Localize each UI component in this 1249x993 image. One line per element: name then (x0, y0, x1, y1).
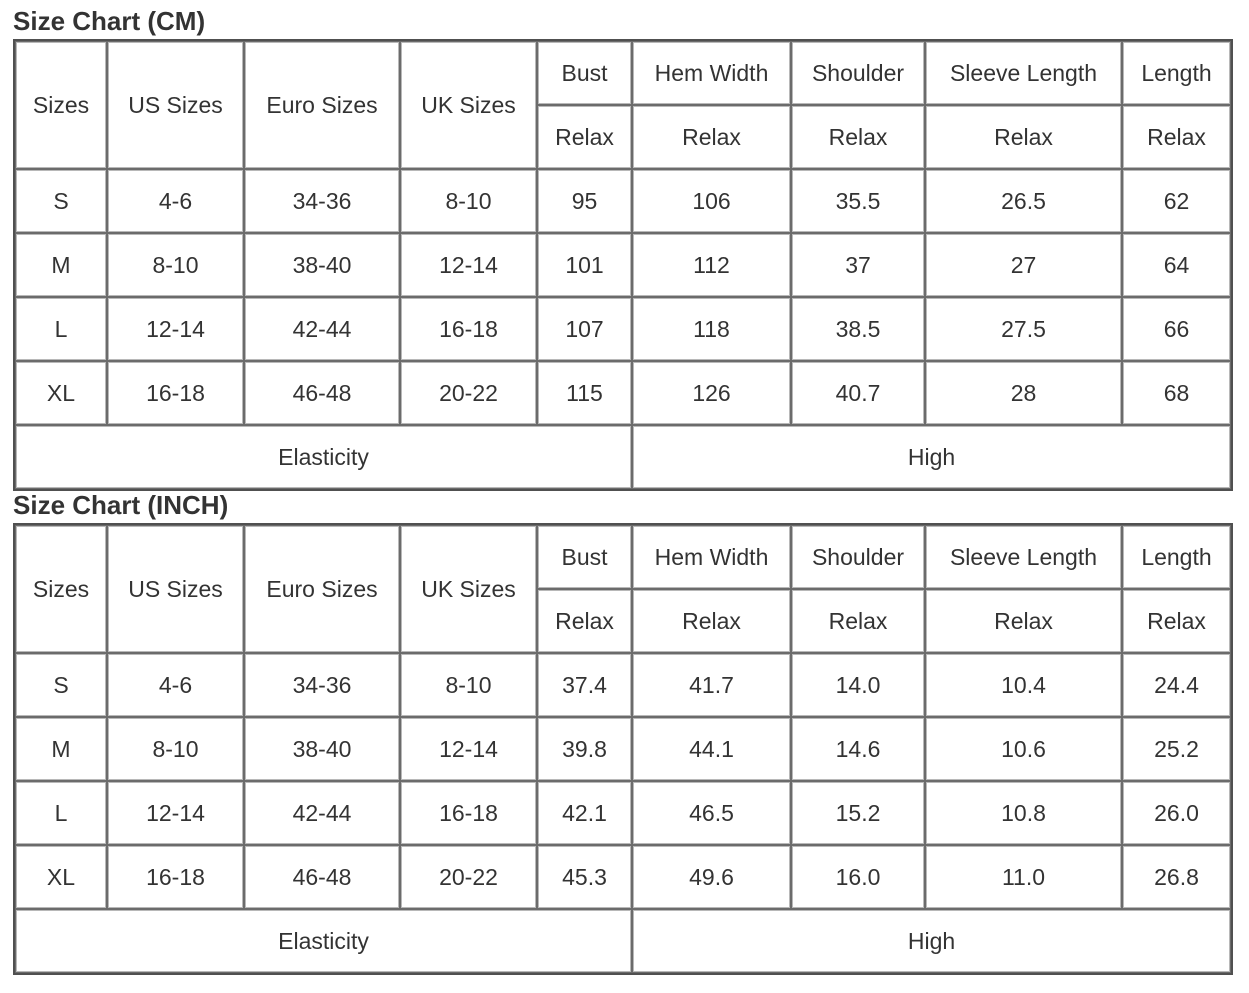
cell-sizes: L (15, 781, 107, 845)
header-us-sizes: US Sizes (107, 41, 244, 169)
table-row (15, 233, 1231, 297)
cell-sleeve-length: 10.4 (925, 653, 1122, 717)
cell-sleeve-length: 28 (925, 361, 1122, 425)
table-row (15, 169, 1231, 233)
cell-bust: 39.8 (537, 717, 632, 781)
cell-shoulder: 38.5 (791, 297, 925, 361)
cell-length: 26.8 (1122, 845, 1231, 909)
cell-uk-sizes: 20-22 (400, 361, 537, 425)
cell-us-sizes: 12-14 (107, 297, 244, 361)
cell-bust: 95 (537, 169, 632, 233)
cell-uk-sizes: 12-14 (400, 233, 537, 297)
header-us-sizes: US Sizes (107, 525, 244, 653)
cell-bust: 115 (537, 361, 632, 425)
table-row (15, 297, 1231, 361)
header-bust: Bust (537, 525, 632, 589)
cell-us-sizes: 16-18 (107, 361, 244, 425)
cell-euro-sizes: 34-36 (244, 169, 400, 233)
table-row (15, 845, 1231, 909)
cell-bust: 101 (537, 233, 632, 297)
elasticity-value: High (632, 425, 1231, 489)
header-sleeve-length: Sleeve Length (925, 41, 1122, 105)
cell-sleeve-length: 11.0 (925, 845, 1122, 909)
cell-length: 24.4 (1122, 653, 1231, 717)
cell-length: 64 (1122, 233, 1231, 297)
size-chart-cm-title: Size Chart (CM) (13, 6, 206, 36)
size-chart-inch-table (13, 523, 1233, 975)
cell-sizes: M (15, 233, 107, 297)
fit-label: Relax (925, 589, 1122, 653)
elasticity-row (15, 909, 1231, 973)
cell-us-sizes: 12-14 (107, 781, 244, 845)
cell-bust: 37.4 (537, 653, 632, 717)
cell-sleeve-length: 26.5 (925, 169, 1122, 233)
fit-label: Relax (1122, 105, 1231, 169)
cell-bust: 107 (537, 297, 632, 361)
fit-label: Relax (1122, 589, 1231, 653)
cell-euro-sizes: 38-40 (244, 233, 400, 297)
cell-sizes: L (15, 297, 107, 361)
elasticity-row (15, 425, 1231, 489)
cell-us-sizes: 8-10 (107, 717, 244, 781)
cell-bust: 45.3 (537, 845, 632, 909)
header-shoulder: Shoulder (791, 41, 925, 105)
cell-euro-sizes: 34-36 (244, 653, 400, 717)
fit-label: Relax (925, 105, 1122, 169)
header-shoulder: Shoulder (791, 525, 925, 589)
size-chart-cm-table (13, 39, 1233, 491)
cell-sizes: S (15, 169, 107, 233)
cell-hem-width: 41.7 (632, 653, 791, 717)
cell-bust: 42.1 (537, 781, 632, 845)
table-row (15, 653, 1231, 717)
cell-uk-sizes: 8-10 (400, 653, 537, 717)
cell-us-sizes: 4-6 (107, 169, 244, 233)
cell-shoulder: 16.0 (791, 845, 925, 909)
header-bust: Bust (537, 41, 632, 105)
cell-hem-width: 49.6 (632, 845, 791, 909)
header-sizes: Sizes (15, 41, 107, 169)
cell-shoulder: 14.6 (791, 717, 925, 781)
cell-hem-width: 112 (632, 233, 791, 297)
cell-length: 66 (1122, 297, 1231, 361)
cell-uk-sizes: 8-10 (400, 169, 537, 233)
cell-sleeve-length: 27 (925, 233, 1122, 297)
cell-sizes: M (15, 717, 107, 781)
cell-length: 26.0 (1122, 781, 1231, 845)
fit-label: Relax (537, 105, 632, 169)
cell-hem-width: 46.5 (632, 781, 791, 845)
size-chart-inch-title: Size Chart (INCH) (13, 490, 229, 520)
fit-label: Relax (632, 105, 791, 169)
cell-shoulder: 15.2 (791, 781, 925, 845)
header-sleeve-length: Sleeve Length (925, 525, 1122, 589)
cell-uk-sizes: 12-14 (400, 717, 537, 781)
header-row (15, 525, 1231, 589)
cell-length: 25.2 (1122, 717, 1231, 781)
header-uk-sizes: UK Sizes (400, 525, 537, 653)
table-row (15, 781, 1231, 845)
cell-euro-sizes: 46-48 (244, 845, 400, 909)
cell-sleeve-length: 10.8 (925, 781, 1122, 845)
header-row (15, 41, 1231, 105)
header-euro-sizes: Euro Sizes (244, 525, 400, 653)
header-sizes: Sizes (15, 525, 107, 653)
fit-label: Relax (537, 589, 632, 653)
fit-label: Relax (791, 589, 925, 653)
cell-uk-sizes: 20-22 (400, 845, 537, 909)
header-length: Length (1122, 41, 1231, 105)
fit-label: Relax (791, 105, 925, 169)
cell-shoulder: 35.5 (791, 169, 925, 233)
cell-sleeve-length: 10.6 (925, 717, 1122, 781)
cell-euro-sizes: 42-44 (244, 297, 400, 361)
cell-shoulder: 40.7 (791, 361, 925, 425)
header-hem-width: Hem Width (632, 41, 791, 105)
table-row (15, 361, 1231, 425)
cell-euro-sizes: 42-44 (244, 781, 400, 845)
header-hem-width: Hem Width (632, 525, 791, 589)
elasticity-label: Elasticity (15, 425, 632, 489)
header-length: Length (1122, 525, 1231, 589)
cell-uk-sizes: 16-18 (400, 781, 537, 845)
cell-shoulder: 37 (791, 233, 925, 297)
fit-label: Relax (632, 589, 791, 653)
cell-us-sizes: 8-10 (107, 233, 244, 297)
cell-hem-width: 118 (632, 297, 791, 361)
cell-length: 62 (1122, 169, 1231, 233)
cell-us-sizes: 16-18 (107, 845, 244, 909)
cell-length: 68 (1122, 361, 1231, 425)
cell-sizes: S (15, 653, 107, 717)
cell-euro-sizes: 46-48 (244, 361, 400, 425)
table-row (15, 717, 1231, 781)
elasticity-value: High (632, 909, 1231, 973)
cell-uk-sizes: 16-18 (400, 297, 537, 361)
cell-hem-width: 44.1 (632, 717, 791, 781)
elasticity-label: Elasticity (15, 909, 632, 973)
cell-sleeve-length: 27.5 (925, 297, 1122, 361)
cell-hem-width: 106 (632, 169, 791, 233)
cell-euro-sizes: 38-40 (244, 717, 400, 781)
cell-shoulder: 14.0 (791, 653, 925, 717)
header-euro-sizes: Euro Sizes (244, 41, 400, 169)
cell-sizes: XL (15, 845, 107, 909)
cell-sizes: XL (15, 361, 107, 425)
cell-hem-width: 126 (632, 361, 791, 425)
header-uk-sizes: UK Sizes (400, 41, 537, 169)
cell-us-sizes: 4-6 (107, 653, 244, 717)
